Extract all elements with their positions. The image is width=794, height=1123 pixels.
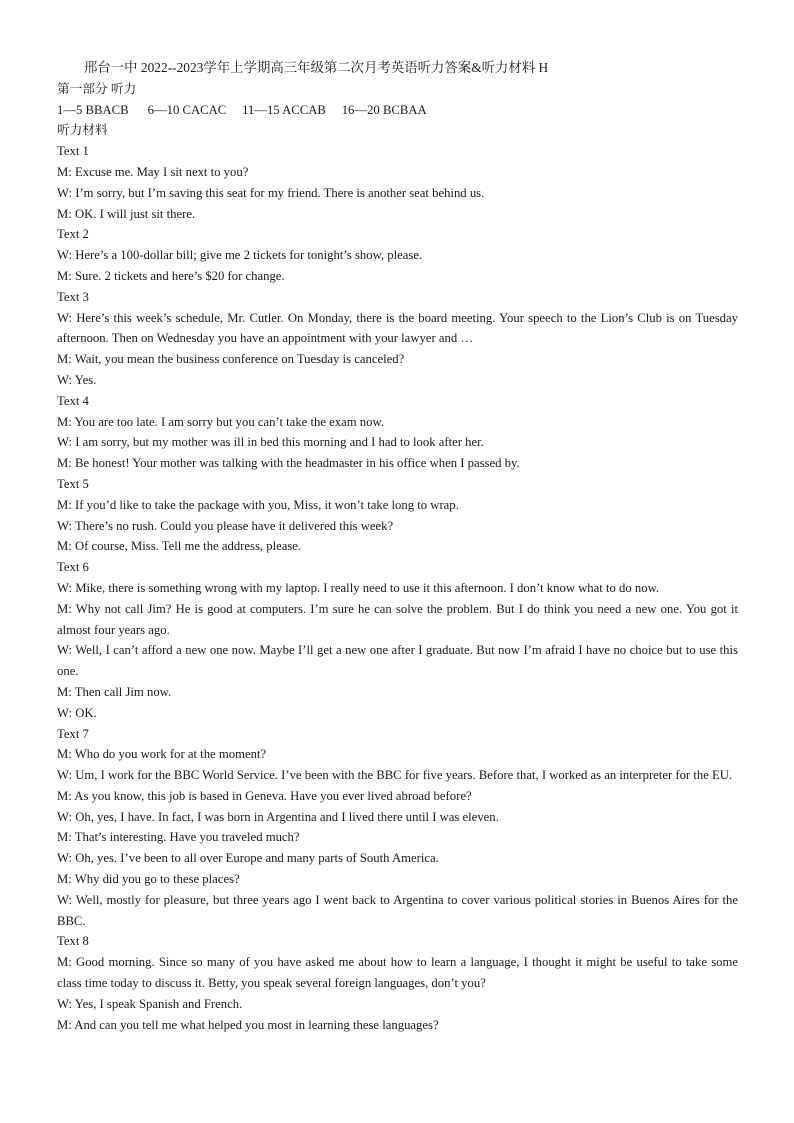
listening-texts <box>57 141 738 1035</box>
dialogue-line: W: Here’s this week’s schedule, Mr. Cutler. On Monday, there is the board meeting. Your speech to the Lion’s Club is on Tuesday afternoon. Then on Wednesday you have an appointment with your lawyer and … <box>57 310 738 346</box>
dialogue-line: W: Oh, yes. I’ve been to all over Europe and many parts of South America. <box>57 851 439 866</box>
dialogue-line: W: Um, I work for the BBC World Service. I’ve been with the BBC for five years. Before that, I worked as an interpreter for the EU. <box>57 768 733 783</box>
text-label: Text 7 <box>57 726 89 741</box>
answer-key <box>57 100 738 121</box>
dialogue-line: M: And can you tell me what helped you most in learning these languages? <box>57 1017 439 1032</box>
text-label: Text 2 <box>57 227 89 242</box>
answer-group: 16—20 BCBAA <box>341 102 427 117</box>
answer-group: 6—10 CACAC <box>147 102 227 117</box>
dialogue-line: M: Be honest! Your mother was talking with the headmaster in his office when I passed by. <box>57 456 520 471</box>
dialogue-line: M: That’s interesting. Have you traveled much? <box>57 830 300 845</box>
document-title: 邢台一中 2022--2023学年上学期高三年级第二次月考英语听力答案&听力材料 H <box>84 60 549 75</box>
text-label: Text 1 <box>57 144 89 159</box>
answer-group: 1—5 BBACB <box>57 102 129 117</box>
dialogue-line: W: Well, I can’t afford a new one now. Maybe I’ll get a new one after I graduate. But now I’m afraid I have no choice but to use this one. <box>57 643 738 679</box>
dialogue-line: M: Then call Jim now. <box>57 684 172 699</box>
dialogue-line: W: OK. <box>57 705 97 720</box>
answer-group: 11—15 ACCAB <box>242 102 326 117</box>
dialogue-line: W: Well, mostly for pleasure, but three years ago I went back to Argentina to cover various political stories in Buenos Aires for the BBC. <box>57 892 738 928</box>
dialogue-line: M: You are too late. I am sorry but you can’t take the exam now. <box>57 414 384 429</box>
dialogue-line: M: Good morning. Since so many of you have asked me about how to learn a language, I thought it might be useful to take some class time today to discuss it. Betty, you speak several foreign languages, don’t you? <box>57 955 738 991</box>
dialogue-line: W: Yes. <box>57 372 97 387</box>
dialogue-line: W: Oh, yes, I have. In fact, I was born in Argentina and I lived there until I was eleven. <box>57 809 499 824</box>
dialogue-line: W: Mike, there is something wrong with my laptop. I really need to use it this afternoon. I don’t know what to do now. <box>57 580 660 595</box>
dialogue-line: W: Here’s a 100-dollar bill; give me 2 tickets for tonight’s show, please. <box>57 248 423 263</box>
dialogue-line: M: Sure. 2 tickets and here’s $20 for change. <box>57 268 285 283</box>
dialogue-line: M: Excuse me. May I sit next to you? <box>57 164 249 179</box>
part-heading: 第一部分 听力 <box>57 81 137 96</box>
dialogue-line: M: OK. I will just sit there. <box>57 206 196 221</box>
text-label: Text 8 <box>57 934 89 949</box>
dialogue-line: W: I am sorry, but my mother was ill in bed this morning and I had to look after her. <box>57 435 484 450</box>
text-label: Text 5 <box>57 476 89 491</box>
dialogue-line: M: As you know, this job is based in Geneva. Have you ever lived abroad before? <box>57 788 472 803</box>
dialogue-line: M: Why not call Jim? He is good at computers. I’m sure he can solve the problem. But I do think you need a new one. You got it almost four years ago. <box>57 601 738 637</box>
dialogue-line: M: Why did you go to these places? <box>57 872 240 887</box>
dialogue-line: W: There’s no rush. Could you please have it delivered this week? <box>57 518 394 533</box>
dialogue-line: M: If you’d like to take the package with you, Miss, it won’t take long to wrap. <box>57 497 459 512</box>
text-label: Text 3 <box>57 289 89 304</box>
dialogue-line: W: Yes, I speak Spanish and French. <box>57 996 243 1011</box>
dialogue-line: M: Who do you work for at the moment? <box>57 747 267 762</box>
text-label: Text 6 <box>57 560 89 575</box>
materials-heading: 听力材料 <box>57 123 108 138</box>
dialogue-line: M: Of course, Miss. Tell me the address, please. <box>57 539 302 554</box>
document-page <box>57 58 738 1035</box>
text-label: Text 4 <box>57 393 89 408</box>
dialogue-line: W: I’m sorry, but I’m saving this seat for my friend. There is another seat behind us. <box>57 185 485 200</box>
dialogue-line: M: Wait, you mean the business conference on Tuesday is canceled? <box>57 352 405 367</box>
